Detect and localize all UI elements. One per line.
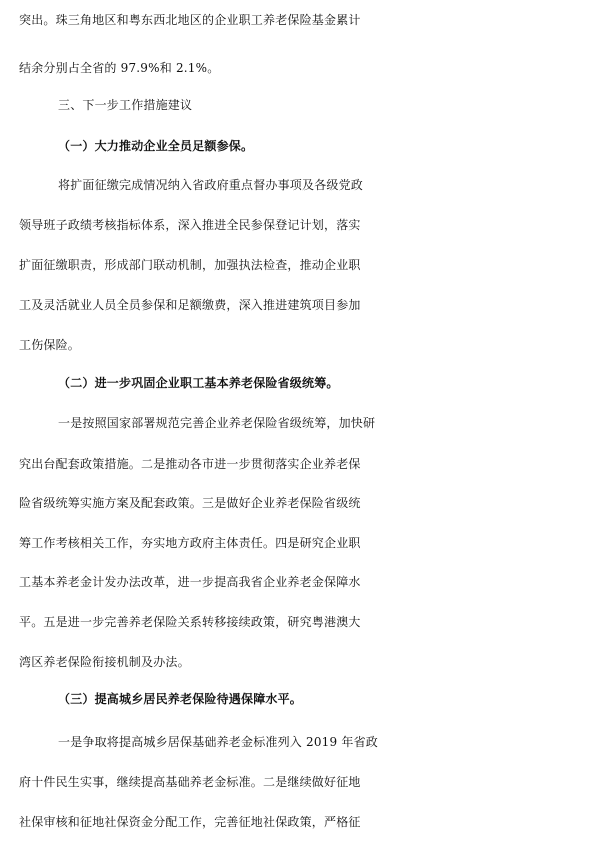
body-text-line: 究出台配套政策措施。二是推动各市进一步贯彻落实企业养老保: [19, 457, 361, 471]
body-text-line: 工及灵活就业人员全员参保和足额缴费，深入推进建筑项目参加: [19, 298, 361, 312]
body-text-line: 工基本养老金计发办法改革，进一步提高我省企业养老金保障水: [19, 575, 361, 589]
body-text-line: 领导班子政绩考核指标体系，深入推进全民参保登记计划，落实: [19, 218, 361, 232]
body-text-line: 筹工作考核相关工作，夯实地方政府主体责任。四是研究企业职: [19, 536, 361, 550]
body-text-line: 扩面征缴职责，形成部门联动机制，加强执法检查，推动企业职: [19, 258, 361, 272]
body-text-line: 突出。珠三角地区和粤东西北地区的企业职工养老保险基金累计: [19, 13, 361, 27]
body-text-line: 险省级统筹实施方案及配套政策。三是做好企业养老保险省级统: [19, 496, 361, 510]
subsection-heading: （三）提高城乡居民养老保险待遇保障水平。: [58, 692, 303, 706]
body-text-line: 社保审核和征地社保资金分配工作，完善征地社保政策，严格征: [19, 815, 361, 829]
section-heading: 三、下一步工作措施建议: [58, 98, 193, 112]
body-text-line: 工伤保险。: [19, 338, 81, 352]
subsection-heading: （一）大力推动企业全员足额参保。: [58, 139, 254, 153]
subsection-heading: （二）进一步巩固企业职工基本养老保险省级统筹。: [58, 376, 339, 390]
body-text-line: 湾区养老保险衔接机制及办法。: [19, 655, 190, 669]
body-text-line: 结余分别占全省的 97.9%和 2.1%。: [19, 61, 220, 75]
body-text-line: 将扩面征缴完成情况纳入省政府重点督办事项及各级党政: [58, 178, 364, 192]
body-text-line: 府十件民生实事，继续提高基础养老金标准。二是继续做好征地: [19, 775, 361, 789]
body-text-line: 一是争取将提高城乡居保基础养老金标准列入 2019 年省政: [58, 735, 378, 749]
body-text-line: 一是按照国家部署规范完善企业养老保险省级统筹，加快研: [58, 416, 376, 430]
body-text-line: 平。五是进一步完善养老保险关系转移接续政策，研究粤港澳大: [19, 615, 361, 629]
